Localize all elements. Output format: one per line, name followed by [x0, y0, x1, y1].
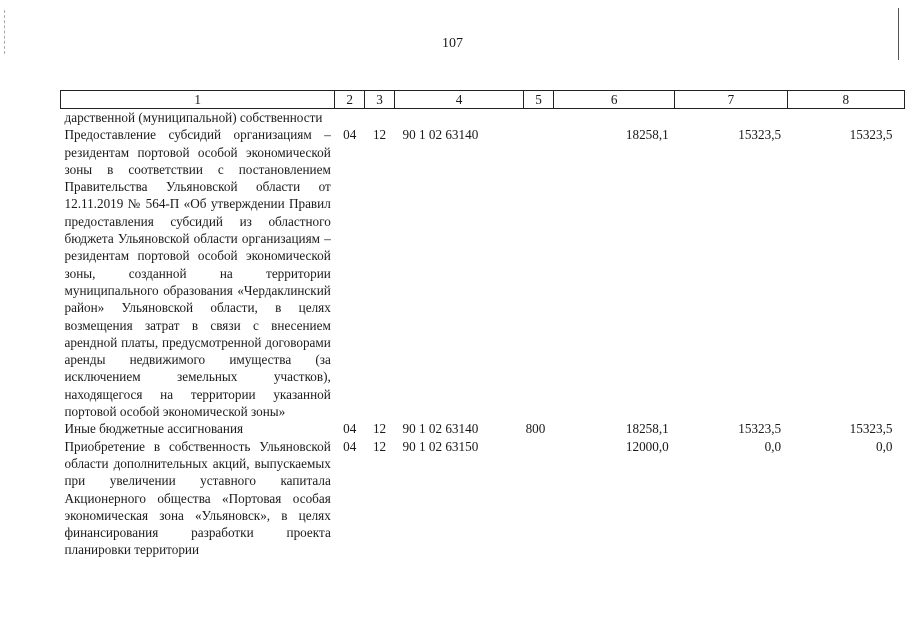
row-target-article: 90 1 02 63150 — [402, 438, 479, 454]
row-amount-3: 15323,5 — [849, 421, 893, 437]
row-description: дарственной (муниципальной) собственности — [64, 110, 323, 125]
row-target-article — [394, 109, 523, 127]
row-description: Предоставление субсидий организациям – резидентам портовой особой экономической зоны в соответствии с постановлением Правительства Ульяновской области от 12.11.2019 № 564-П «Об утверждении Правил предоставления субсидий из областного бюджета Ульяновской области организациям – резидентам портовой особой экономической зоны, созданной на территории муниципального образования «Чердаклинский район» Ульяновской области, в целях возмещения затрат в связи с внесением арендной платы, предусмотренной договорами аренды недвижимого имущества (за исключением земельных участков), находящегося на территории указанной портовой особой экономической зоны» — [64, 127, 331, 420]
table-row — [61, 126, 905, 420]
header-col-6: 6 — [553, 91, 674, 109]
row-description: Приобретение в собственность Ульяновской области дополнительных акций, выпускаемых при увеличении уставного капитала Акционерного общества «Портовая особая экономическая зона «Ульяновск», в целях финансирования разработки проекта планировки территории — [64, 438, 331, 558]
row-subsection: 12 — [372, 127, 387, 143]
table-row — [61, 420, 905, 437]
row-target-article: 90 1 02 63140 — [402, 127, 479, 143]
header-col-7: 7 — [675, 91, 787, 109]
header-col-3: 3 — [365, 91, 395, 109]
header-col-1: 1 — [61, 91, 335, 109]
scan-artifact-right — [898, 8, 899, 60]
row-expense-type — [524, 126, 554, 420]
page-number: 107 — [442, 36, 463, 51]
row-section: 04 — [343, 127, 357, 143]
row-amount-2 — [675, 109, 787, 127]
row-section: 04 — [343, 438, 357, 454]
row-amount-3: 15323,5 — [849, 127, 893, 143]
row-amount-2: 0,0 — [764, 438, 782, 454]
header-col-5: 5 — [524, 91, 554, 109]
table-header-row — [61, 91, 905, 109]
budget-table — [60, 90, 905, 559]
row-subsection: 12 — [372, 421, 387, 437]
table-row — [61, 438, 905, 559]
row-amount-1: 18258,1 — [625, 127, 669, 143]
table-row — [61, 109, 905, 127]
row-amount-3 — [787, 109, 904, 127]
row-expense-type: 800 — [525, 421, 546, 437]
row-amount-3: 0,0 — [876, 438, 893, 454]
row-section — [335, 109, 365, 127]
header-col-8: 8 — [787, 91, 904, 109]
row-amount-1: 18258,1 — [625, 421, 669, 437]
row-subsection: 12 — [372, 438, 387, 454]
row-description: Иные бюджетные ассигнования — [64, 421, 244, 437]
row-expense-type — [524, 438, 554, 559]
header-col-4: 4 — [394, 91, 523, 109]
row-amount-2: 15323,5 — [738, 127, 782, 143]
row-section: 04 — [343, 421, 357, 437]
row-target-article: 90 1 02 63140 — [402, 421, 479, 437]
row-amount-2: 15323,5 — [738, 421, 782, 437]
row-expense-type — [524, 109, 554, 127]
row-amount-1: 12000,0 — [625, 438, 669, 454]
row-amount-1 — [553, 109, 674, 127]
header-col-2: 2 — [335, 91, 365, 109]
row-subsection — [365, 109, 395, 127]
